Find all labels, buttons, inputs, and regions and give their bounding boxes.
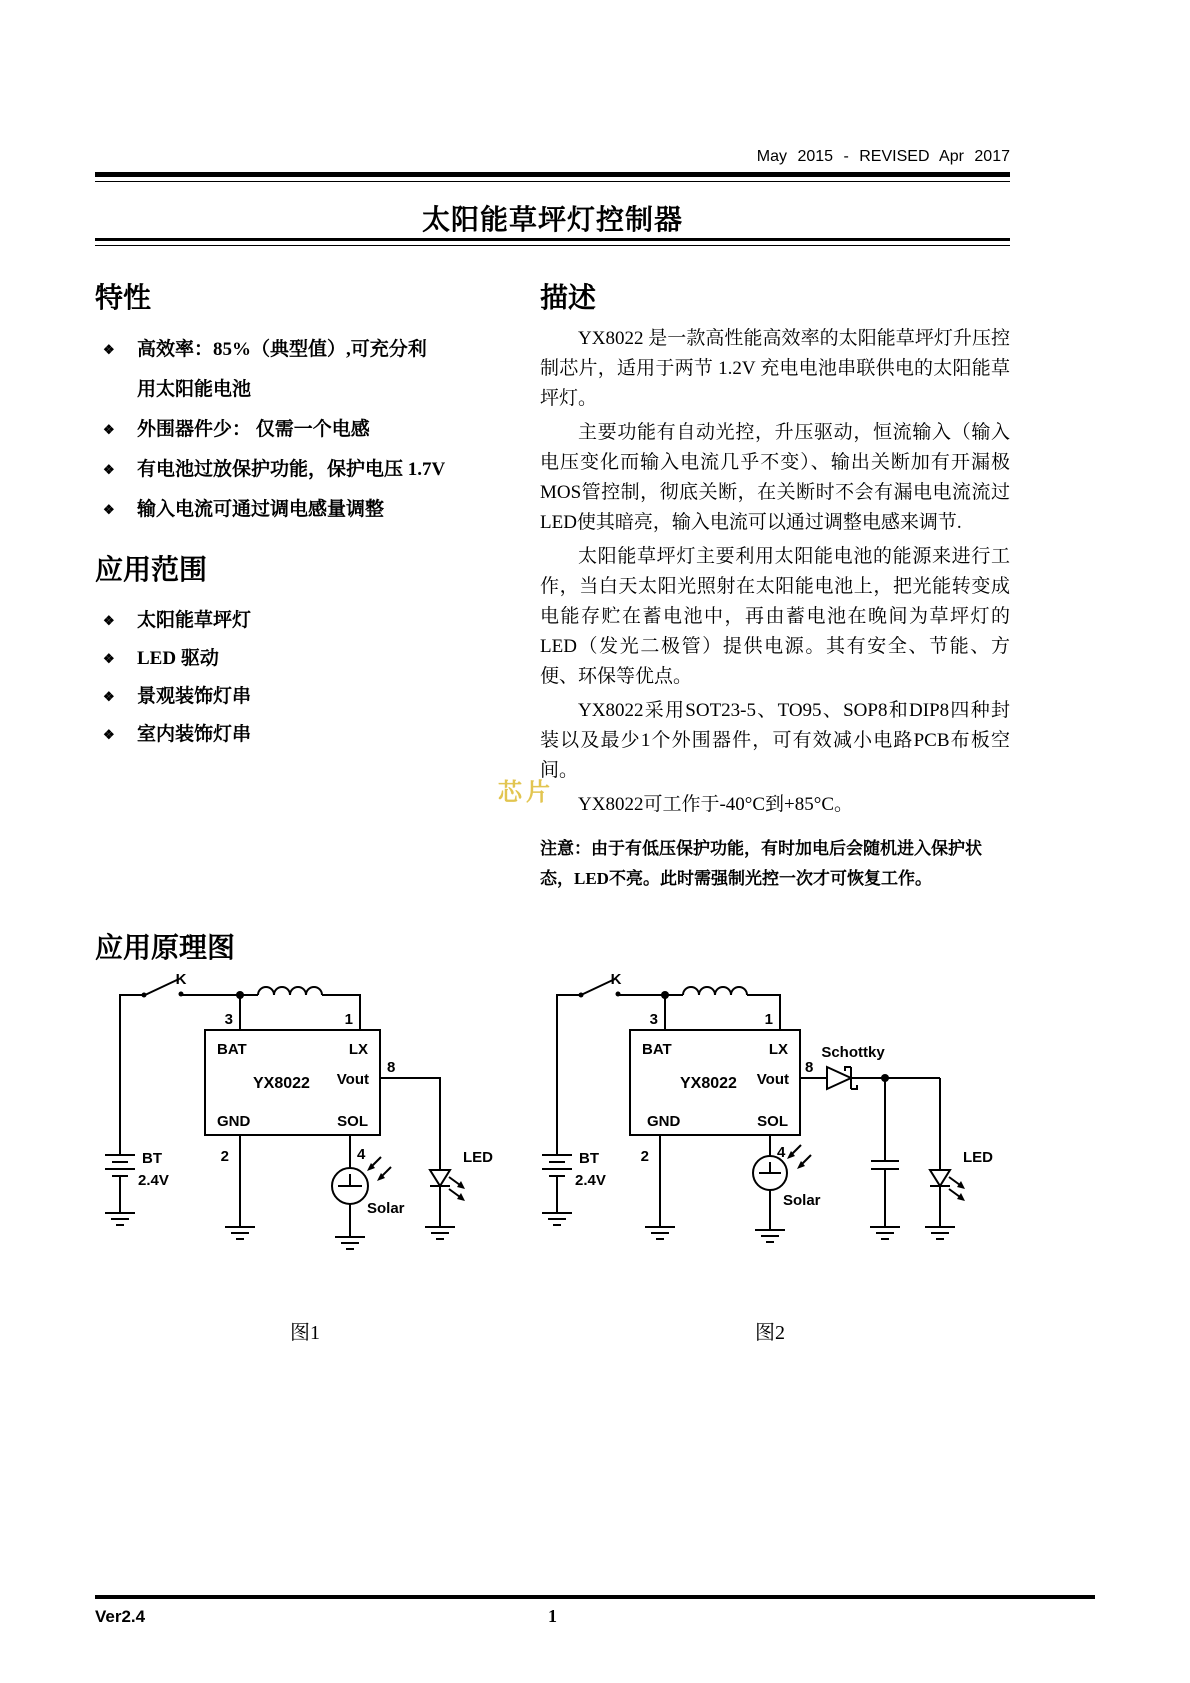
- pin1-label: 1: [764, 1011, 773, 1028]
- application-item: [95, 602, 507, 640]
- diamond-bullet-icon: ❖: [103, 613, 115, 628]
- schottky-diode-symbol: [827, 1067, 857, 1089]
- application-text: LED 驱动: [137, 648, 219, 669]
- ground-symbol: [755, 1230, 785, 1242]
- pin2-label: 2: [220, 1148, 229, 1165]
- light-arrows-icon: [367, 1157, 391, 1181]
- inductor-coil: [258, 987, 322, 995]
- schottky-label: Schottky: [821, 1044, 885, 1061]
- wire: [557, 995, 580, 1155]
- figure2-schematic: [535, 965, 1005, 1275]
- bat-pin-label: BAT: [642, 1041, 672, 1058]
- battery-voltage-label: 2.4V: [575, 1172, 606, 1189]
- figure2-caption: 图2: [755, 1322, 785, 1344]
- diamond-bullet-icon: ❖: [103, 422, 115, 437]
- wire: [322, 995, 360, 1030]
- feature-item: [95, 490, 507, 530]
- ground-symbol: [425, 1227, 455, 1239]
- feature-text: 高效率：85%（典型值）,可充分利用太阳能电池: [137, 339, 427, 400]
- schematic-heading: 应用原理图: [95, 933, 236, 964]
- left-column: [95, 276, 507, 754]
- pin3-label: 3: [224, 1011, 233, 1028]
- battery-symbol: [542, 1155, 572, 1176]
- figure1-caption: 图1: [290, 1322, 320, 1344]
- pin8-label: 8: [805, 1059, 814, 1076]
- ground-symbol: [870, 1227, 900, 1239]
- junction-dot: [661, 991, 669, 999]
- solar-cell-symbol: [332, 1168, 368, 1204]
- description-heading: 描述: [540, 283, 597, 314]
- led-label: LED: [963, 1149, 993, 1166]
- led-label: LED: [463, 1149, 493, 1166]
- battery-name-label: BT: [142, 1150, 162, 1167]
- junction-dot: [236, 991, 244, 999]
- application-text: 太阳能草坪灯: [137, 610, 252, 631]
- wire: [380, 1078, 440, 1170]
- applications-list: [95, 602, 507, 754]
- watermark: 芯片: [498, 780, 554, 806]
- footer-rule: [95, 1595, 1095, 1599]
- sol-pin-label: SOL: [757, 1113, 788, 1130]
- pin1-label: 1: [344, 1011, 353, 1028]
- battery-symbol: [105, 1155, 135, 1176]
- pin2-label: 2: [640, 1148, 649, 1165]
- description-paragraph: YX8022 是一款高性能高效率的太阳能草坪灯升压控制芯片，适用于两节 1.2V 充电电池串联供电的太阳能草坪灯。: [540, 328, 1010, 409]
- light-arrows-icon: [949, 1177, 965, 1201]
- footer-version: Ver2.4: [95, 1607, 146, 1626]
- pin8-label: 8: [387, 1059, 396, 1076]
- gnd-pin-label: GND: [217, 1113, 251, 1130]
- application-text: 景观装饰灯串: [137, 686, 252, 707]
- description-paragraph: YX8022采用SOT23-5、TO95、SOP8和DIP8四种封装以及最少1个外围器件，可有效减小电路PCB布板空间。: [540, 700, 1010, 781]
- pin3-label: 3: [649, 1011, 658, 1028]
- footer-page-number: 1: [548, 1606, 557, 1626]
- chip-name-label: YX8022: [253, 1075, 310, 1092]
- features-heading: 特性: [95, 283, 152, 314]
- bat-pin-label: BAT: [217, 1041, 247, 1058]
- chip-name-label: YX8022: [680, 1075, 737, 1092]
- wire: [747, 995, 780, 1030]
- switch-contact-dot: [616, 992, 621, 997]
- solar-cell-symbol: [753, 1156, 787, 1190]
- application-item: [95, 640, 507, 678]
- vout-pin-label: Vout: [336, 1071, 369, 1088]
- description-note: 注意：由于有低压保护功能，有时加电后会随机进入保护状态，LED不亮。此时需强制光控一次才可恢复工作。: [540, 839, 982, 888]
- junction-dot: [881, 1074, 889, 1082]
- ground-symbol: [925, 1227, 955, 1239]
- diamond-bullet-icon: ❖: [103, 727, 115, 742]
- figure1-schematic: [95, 965, 515, 1275]
- led-symbol: [430, 1170, 450, 1186]
- description-paragraph: 主要功能有自动光控，升压驱动，恒流输入（输入电压变化而输入电流几乎不变）、输出关断加有开漏极MOS管控制，彻底关断，在关断时不会有漏电电流流过LED使其暗亮，输入电流可以通过调整电感来调节.: [540, 422, 1010, 533]
- title-rule-thin: [95, 245, 1010, 246]
- inductor-coil: [683, 987, 747, 995]
- switch-pivot-dot: [579, 993, 584, 998]
- sol-pin-label: SOL: [337, 1113, 368, 1130]
- switch-contact-dot: [179, 992, 184, 997]
- diamond-bullet-icon: ❖: [103, 342, 115, 357]
- led-symbol: [930, 1170, 950, 1186]
- diamond-bullet-icon: ❖: [103, 651, 115, 666]
- title-rule-thick: [95, 238, 1010, 241]
- diamond-bullet-icon: ❖: [103, 689, 115, 704]
- applications-heading: 应用范围: [95, 555, 208, 586]
- switch-label: K: [175, 971, 187, 988]
- feature-item: [95, 410, 507, 450]
- switch-pivot-dot: [142, 993, 147, 998]
- description-column: [540, 276, 1010, 898]
- switch-blade: [145, 979, 179, 995]
- ground-symbol: [542, 1213, 572, 1225]
- ground-symbol: [225, 1227, 255, 1239]
- pin4-label: 4: [357, 1146, 366, 1163]
- header-rule-thick: [95, 172, 1010, 177]
- ground-symbol: [645, 1227, 675, 1239]
- feature-text: 有电池过放保护功能，保护电压 1.7V: [137, 459, 446, 480]
- capacitor-symbol: [871, 1161, 899, 1169]
- wire: [120, 995, 143, 1155]
- gnd-pin-label: GND: [647, 1113, 681, 1130]
- header-rule-thin: [95, 181, 1010, 182]
- lx-pin-label: LX: [348, 1041, 368, 1058]
- feature-text: 输入电流可通过调电感量调整: [137, 499, 385, 520]
- application-item: [95, 678, 507, 716]
- feature-item: [95, 450, 507, 490]
- description-paragraph: 太阳能草坪灯主要利用太阳能电池的能源来进行工作，当白天太阳光照射在太阳能电池上，把光能转变成电能存贮在蓄电池中，再由蓄电池在晚间为草坪灯的LED（发光二极管）提供电源。其有安全、节能、方便、环保等优点。: [540, 546, 1010, 687]
- application-text: 室内装饰灯串: [137, 724, 252, 745]
- battery-name-label: BT: [579, 1150, 599, 1167]
- lx-pin-label: LX: [768, 1041, 788, 1058]
- battery-voltage-label: 2.4V: [138, 1172, 169, 1189]
- switch-label: K: [610, 971, 622, 988]
- revision-date: May 2015 - REVISED Apr 2017: [756, 148, 1010, 165]
- application-item: [95, 716, 507, 754]
- feature-item: [95, 330, 507, 410]
- diamond-bullet-icon: ❖: [103, 462, 115, 477]
- solar-label: Solar: [783, 1192, 821, 1209]
- feature-text: 外围器件少： 仅需一个电感: [137, 419, 370, 440]
- vout-pin-label: Vout: [756, 1071, 789, 1088]
- diamond-bullet-icon: ❖: [103, 502, 115, 517]
- features-list: [95, 330, 507, 530]
- page-title: 太阳能草坪灯控制器: [421, 205, 683, 236]
- solar-label: Solar: [367, 1200, 405, 1217]
- pin4-label: 4: [777, 1144, 786, 1161]
- ground-symbol: [335, 1237, 365, 1249]
- ground-symbol: [105, 1213, 135, 1225]
- light-arrows-icon: [449, 1177, 465, 1201]
- description-paragraph: YX8022可工作于-40°C到+85°C。: [578, 794, 854, 815]
- light-arrows-icon: [787, 1145, 811, 1169]
